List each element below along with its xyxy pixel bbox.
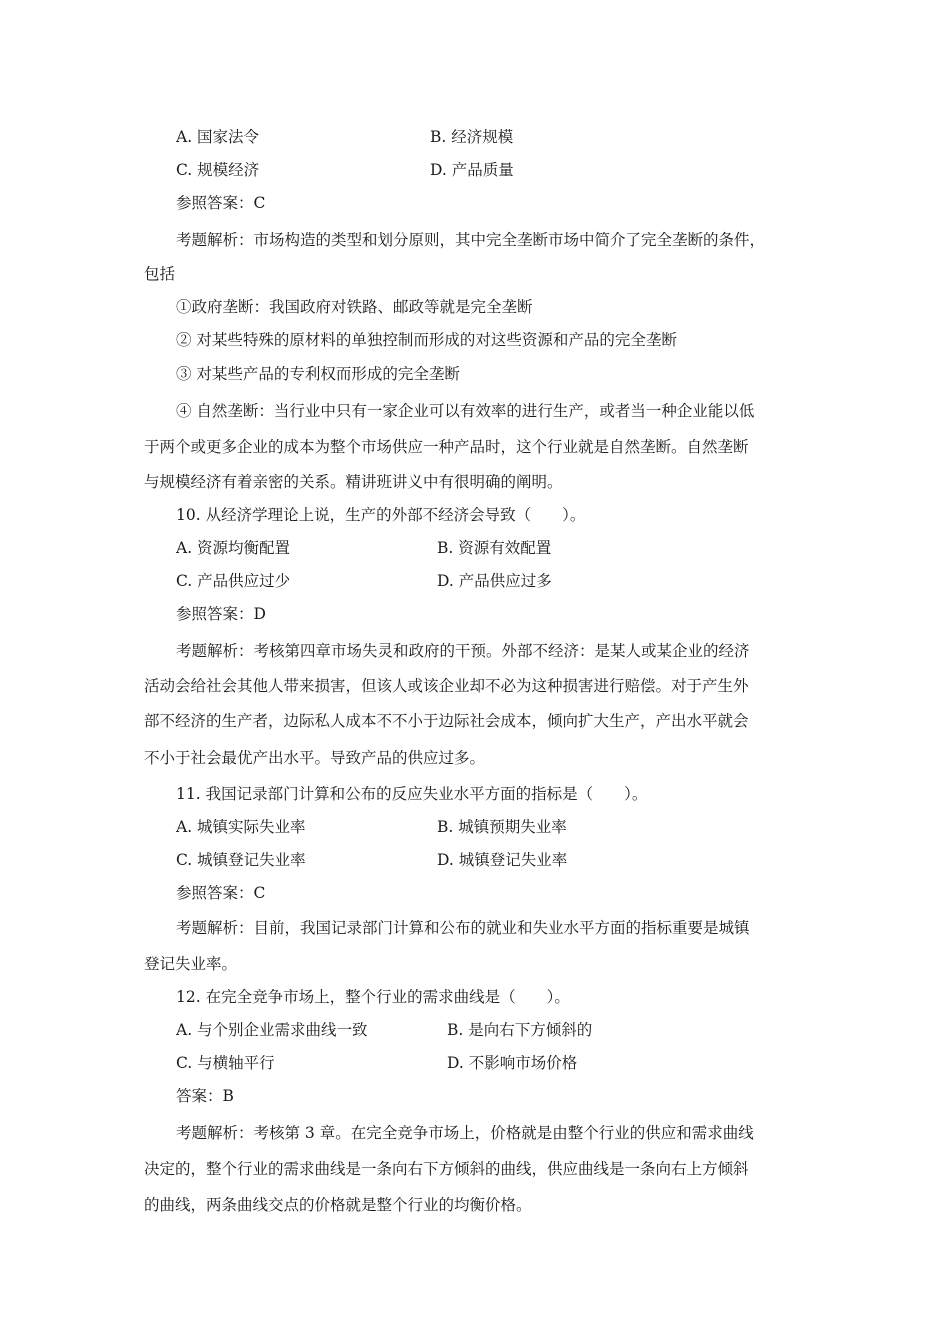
analysis-line: 不小于社会最优产出水平。导致产品的供应过多。 bbox=[144, 749, 486, 767]
option-c: C. 产品供应过少 bbox=[176, 572, 291, 590]
answer: 参照答案：C bbox=[176, 884, 266, 902]
option-c: C. 与横轴平行 bbox=[176, 1054, 275, 1072]
answer: 答案：B bbox=[176, 1087, 234, 1105]
option-b: B. 经济规模 bbox=[430, 128, 514, 146]
answer: 参照答案：D bbox=[176, 605, 266, 623]
option-b: B. 资源有效配置 bbox=[437, 539, 552, 557]
option-a: A. 资源均衡配置 bbox=[176, 539, 291, 557]
analysis-line: 的曲线，两条曲线交点的价格就是整个行业的均衡价格。 bbox=[144, 1196, 532, 1214]
analysis-line: 考题解析：目前，我国记录部门计算和公布的就业和失业水平方面的指标重要是城镇 bbox=[176, 919, 750, 937]
analysis-line: ④ 自然垄断：当行业中只有一家企业可以有效率的进行生产，或者当一种企业能以低 bbox=[176, 402, 755, 420]
analysis-line: ①政府垄断：我国政府对铁路、邮政等就是完全垄断 bbox=[176, 298, 533, 316]
option-a: A. 城镇实际失业率 bbox=[176, 818, 306, 836]
option-a: A. 国家法令 bbox=[176, 128, 260, 146]
analysis-line: ③ 对某些产品的专利权而形成的完全垄断 bbox=[176, 365, 460, 383]
analysis-line: 考题解析：考核第四章市场失灵和政府的干预。外部不经济：是某人或某企业的经济 bbox=[176, 642, 750, 660]
option-b: B. 城镇预期失业率 bbox=[437, 818, 567, 836]
question-text: 11. 我国记录部门计算和公布的反应失业水平方面的指标是（ ）。 bbox=[176, 785, 648, 803]
option-d: D. 城镇登记失业率 bbox=[437, 851, 568, 869]
option-c: C. 城镇登记失业率 bbox=[176, 851, 306, 869]
analysis-line: 包括 bbox=[144, 265, 176, 283]
question-text: 12. 在完全竞争市场上，整个行业的需求曲线是（ ）。 bbox=[176, 988, 570, 1006]
answer: 参照答案：C bbox=[176, 194, 266, 212]
option-d: D. 不影响市场价格 bbox=[447, 1054, 578, 1072]
analysis-line: 考题解析：市场构造的类型和划分原则，其中完全垄断市场中简介了完全垄断的条件， bbox=[176, 231, 766, 249]
analysis-line: 活动会给社会其他人带来损害，但该人或该企业却不必为这种损害进行赔偿。对于产生外 bbox=[144, 677, 749, 695]
option-d: D. 产品供应过多 bbox=[437, 572, 552, 590]
analysis-line: 部不经济的生产者，边际私人成本不不小于边际社会成本，倾向扩大生产，产出水平就会 bbox=[144, 712, 749, 730]
option-d: D. 产品质量 bbox=[430, 161, 514, 179]
analysis-line: ② 对某些特殊的原材料的单独控制而形成的对这些资源和产品的完全垄断 bbox=[176, 331, 677, 349]
question-text: 10. 从经济学理论上说，生产的外部不经济会导致（ ）。 bbox=[176, 506, 586, 524]
option-a: A. 与个别企业需求曲线一致 bbox=[176, 1021, 368, 1039]
analysis-line: 决定的，整个行业的需求曲线是一条向右下方倾斜的曲线，供应曲线是一条向右上方倾斜 bbox=[144, 1160, 749, 1178]
analysis-line: 登记失业率。 bbox=[144, 955, 238, 973]
analysis-line: 于两个或更多企业的成本为整个市场供应一种产品时，这个行业就是自然垄断。自然垄断 bbox=[144, 438, 749, 456]
analysis-line: 考题解析：考核第 3 章。在完全竞争市场上，价格就是由整个行业的供应和需求曲线 bbox=[176, 1124, 754, 1142]
option-b: B. 是向右下方倾斜的 bbox=[447, 1021, 593, 1039]
option-c: C. 规模经济 bbox=[176, 161, 260, 179]
analysis-line: 与规模经济有着亲密的关系。精讲班讲义中有很明确的阐明。 bbox=[144, 473, 563, 491]
